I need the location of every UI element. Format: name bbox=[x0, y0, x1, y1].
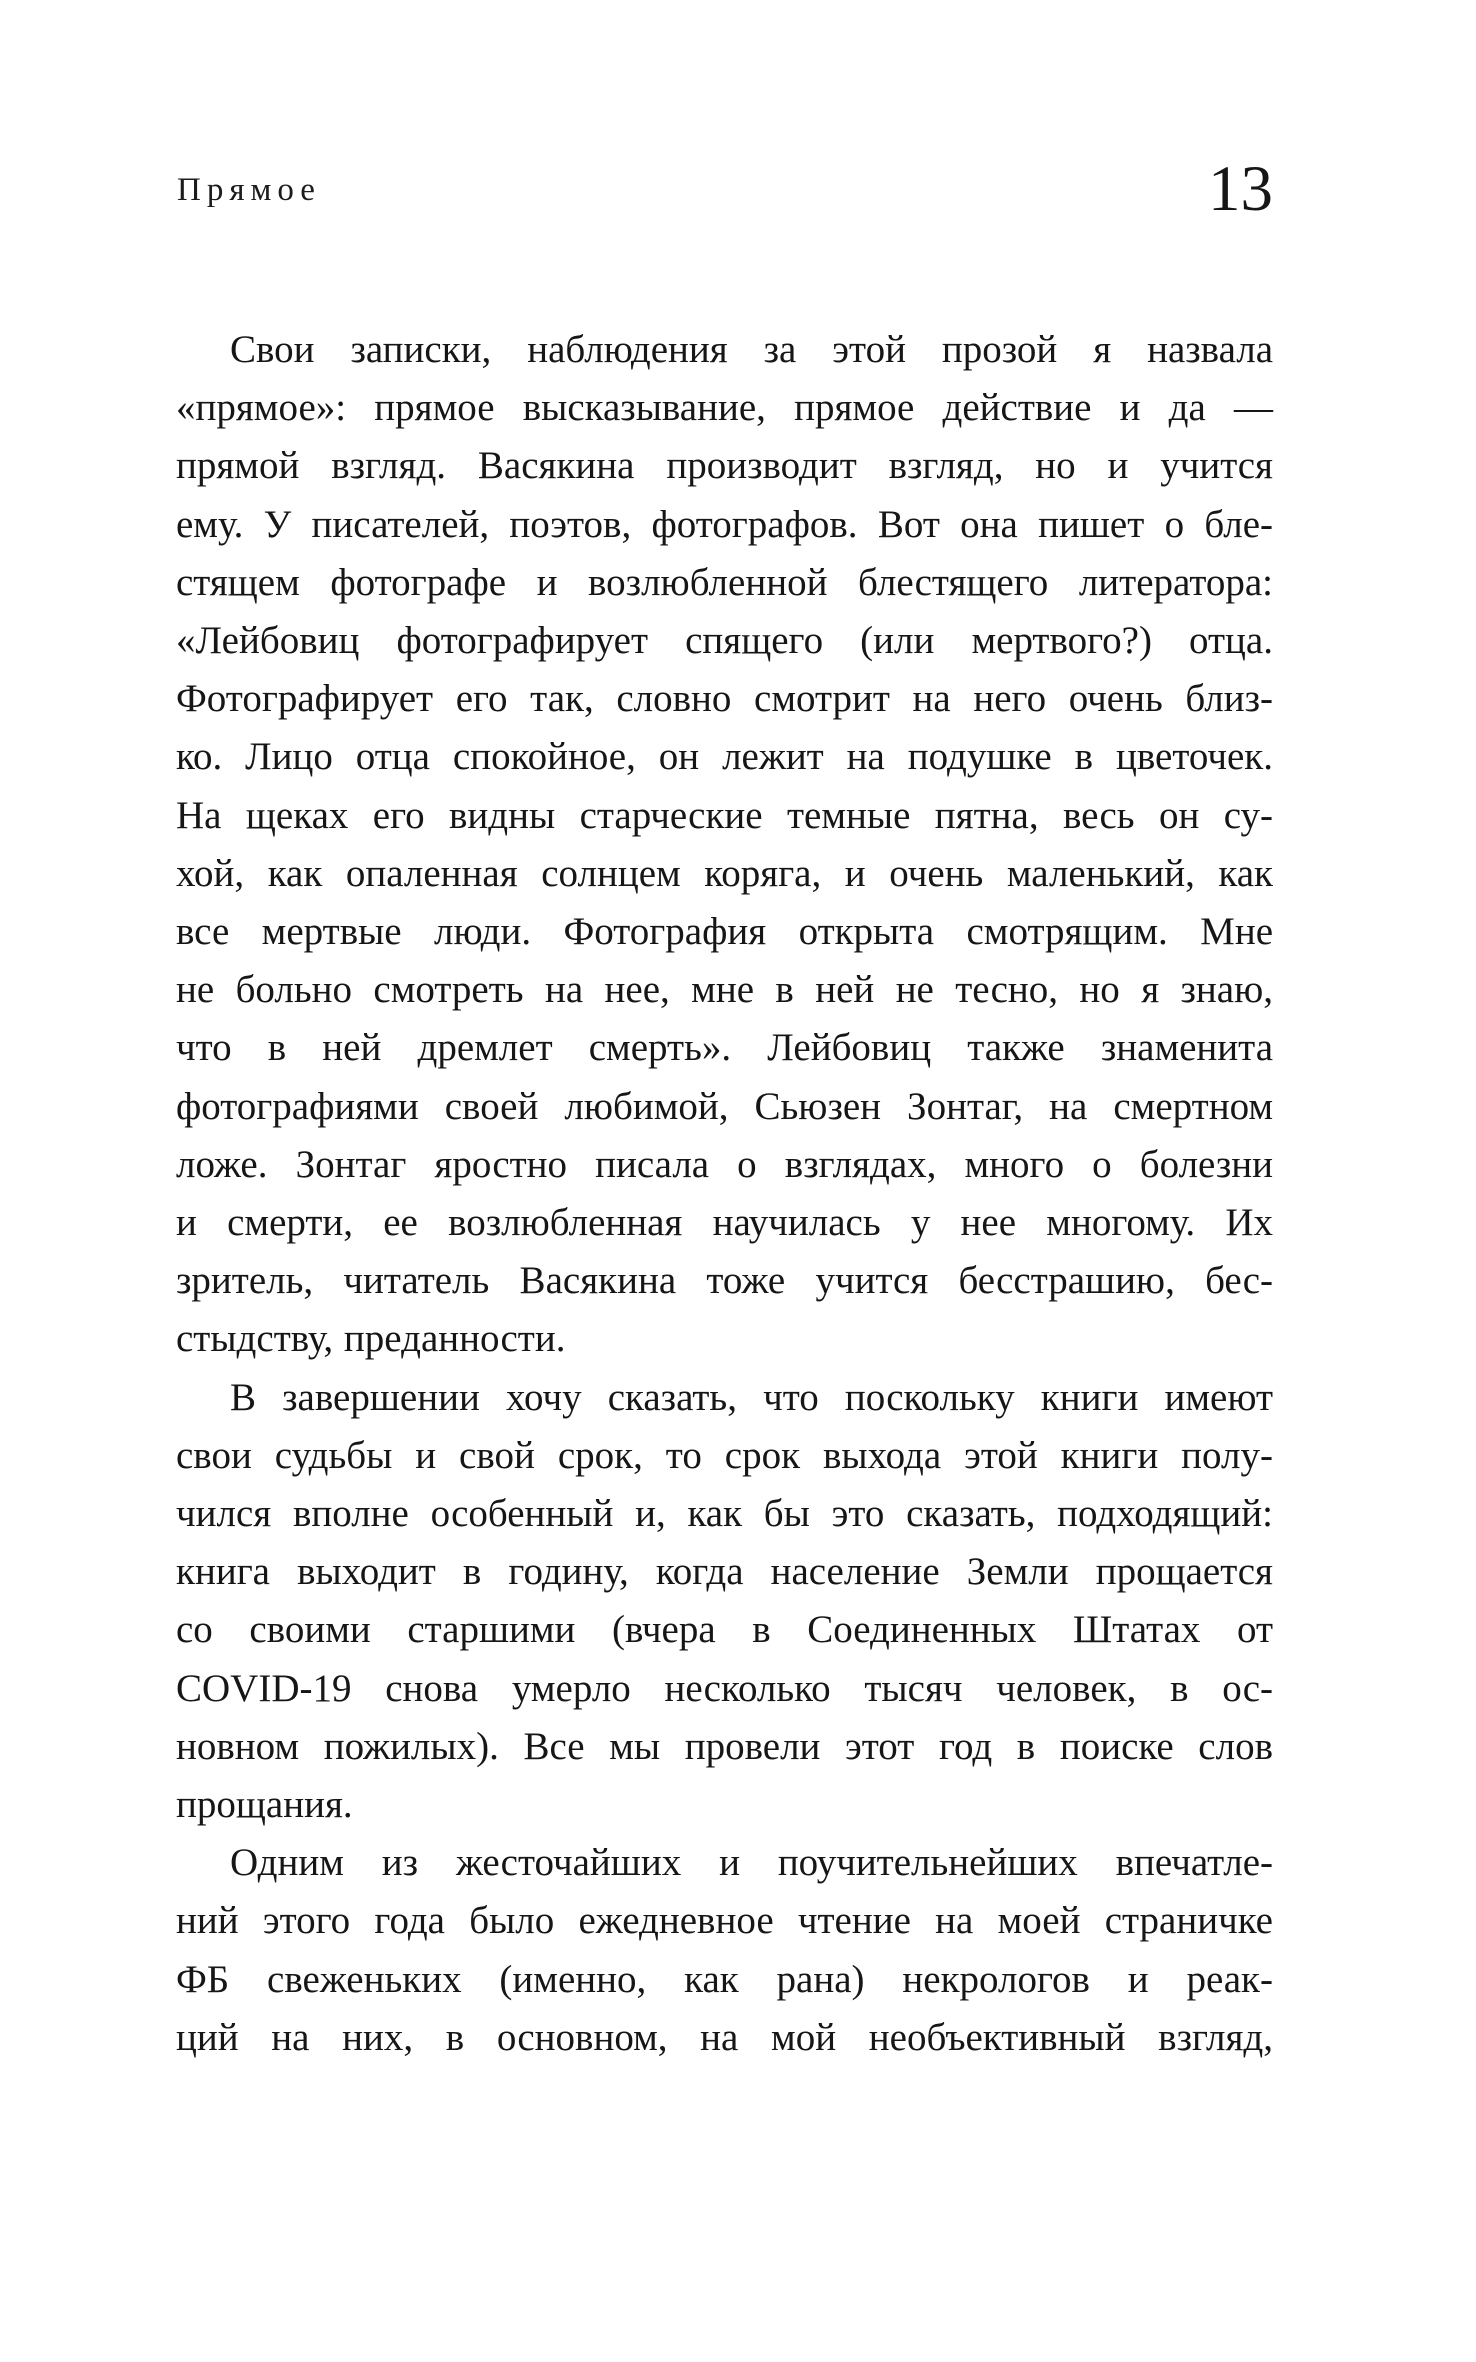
text-line: ему. У писателей, поэтов, фотографов. Вот она пишет о бле- bbox=[176, 502, 1273, 546]
text-line: чился вполне особенный и, как бы это сказать, подходящий: bbox=[176, 1492, 1273, 1536]
text-line: ФБ свеженьких (именно, как рана) некрологов и реак- bbox=[176, 1957, 1273, 2001]
text-line: стыдству, преданности. bbox=[176, 1317, 566, 1361]
text-line: В завершении хочу сказать, что поскольку книги имеют bbox=[230, 1375, 1273, 1419]
text-line: ний этого года было ежедневное чтение на моей страничке bbox=[176, 1899, 1273, 1943]
text-line: Одним из жесточайших и поучительнейших впечатле- bbox=[230, 1841, 1273, 1885]
text-block bbox=[176, 321, 1273, 2067]
text-line: COVID-19 снова умерло несколько тысяч человек, в ос- bbox=[176, 1666, 1273, 1710]
text-line: зритель, читатель Васякина тоже учится бесстрашию, бес- bbox=[176, 1259, 1273, 1303]
text-line: ций на них, в основном, на мой необъективный взгляд, bbox=[176, 2015, 1273, 2059]
text-line: хой, как опаленная солнцем коряга, и очень маленький, как bbox=[176, 851, 1273, 895]
text-line: стящем фотографе и возлюбленной блестящего литератора: bbox=[176, 560, 1273, 604]
page-number: 13 bbox=[1208, 153, 1273, 225]
running-title: Прямое bbox=[177, 172, 321, 208]
text-line: Фотографирует его так, словно смотрит на него очень близ- bbox=[176, 677, 1273, 721]
paragraph bbox=[176, 1369, 1273, 1835]
text-line: и смерти, ее возлюбленная научилась у нее многому. Их bbox=[176, 1201, 1273, 1245]
text-line: фотографиями своей любимой, Сьюзен Зонтаг, на смертном bbox=[176, 1084, 1273, 1128]
text-line: все мертвые люди. Фотография открыта смотрящим. Мне bbox=[176, 910, 1273, 954]
text-line: прямой взгляд. Васякина производит взгляд, но и учится bbox=[176, 444, 1273, 488]
text-line: Свои записки, наблюдения за этой прозой я назвала bbox=[230, 328, 1273, 371]
text-line: со своими старшими (вчера в Соединенных Штатах от bbox=[176, 1608, 1273, 1652]
text-line: ко. Лицо отца спокойное, он лежит на подушке в цветочек. bbox=[176, 735, 1273, 779]
text-line: «прямое»: прямое высказывание, прямое действие и да — bbox=[176, 386, 1273, 430]
text-line: ложе. Зонтаг яростно писала о взглядах, много о болезни bbox=[176, 1142, 1273, 1186]
text-line: что в ней дремлет смерть». Лейбовиц также знаменита bbox=[176, 1026, 1273, 1070]
text-line: «Лейбовиц фотографирует спящего (или мертвого?) отца. bbox=[176, 619, 1273, 663]
text-line: книга выходит в годину, когда население Земли прощается bbox=[176, 1550, 1273, 1594]
paragraph bbox=[176, 321, 1273, 1369]
text-line: не больно смотреть на нее, мне в ней не тесно, но я знаю, bbox=[176, 968, 1273, 1012]
paragraph bbox=[176, 1834, 1273, 2067]
text-line: На щеках его видны старческие темные пятна, весь он су- bbox=[176, 793, 1273, 837]
text-line: свои судьбы и свой срок, то срок выхода этой книги полу- bbox=[176, 1433, 1273, 1477]
text-line: прощания. bbox=[176, 1783, 353, 1827]
text-line: новном пожилых). Все мы провели этот год в поиске слов bbox=[176, 1724, 1273, 1768]
